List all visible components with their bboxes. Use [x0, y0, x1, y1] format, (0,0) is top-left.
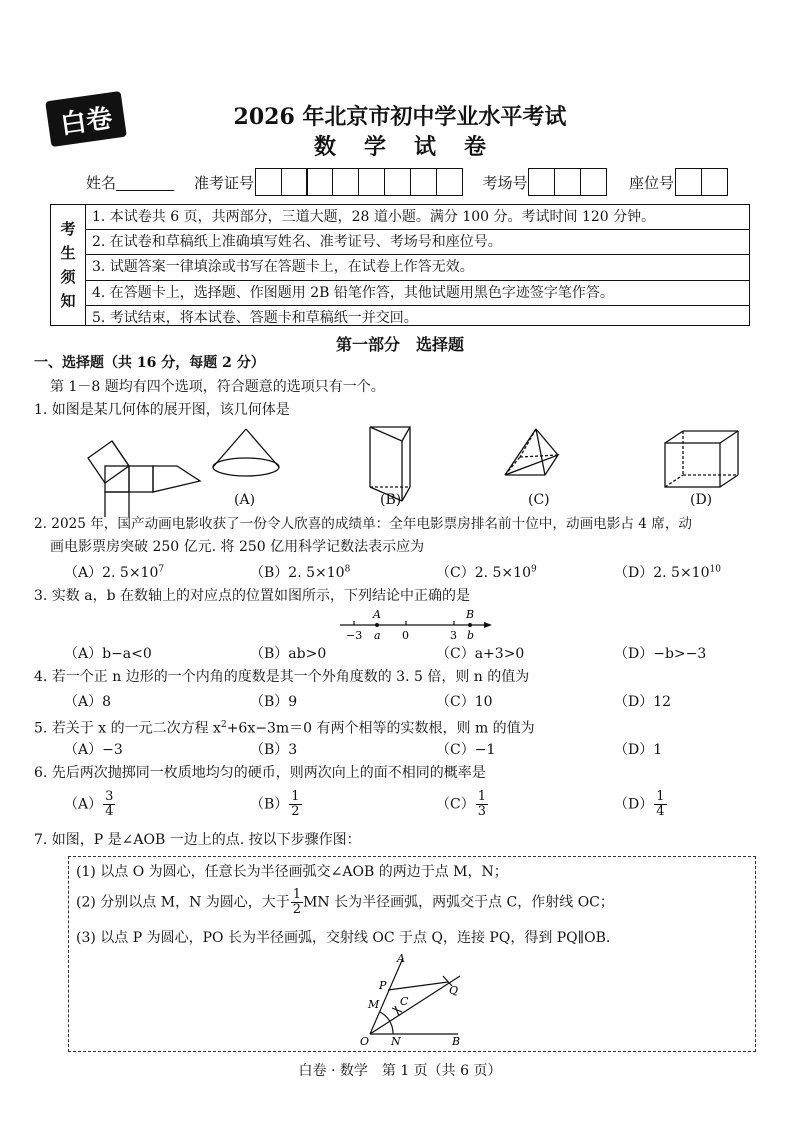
notice-item: 4. 在答题卡上，选择题、作图题用 2B 铅笔作答，其他试题用黑色字迹签字笔作答。 [86, 281, 749, 306]
q7-step2: (2) 分别以点 M，N 为圆心，大于 $\frac{1}{2}$ MN 长为半径画弧，两弧交于点 C，作射线 OC； [76, 887, 614, 917]
q2-option-b[interactable]: （B）2. $5\times 10^8$ [250, 564, 351, 581]
name-label: 姓名 [86, 173, 117, 192]
exam-number-boxes[interactable] [256, 168, 463, 196]
seat-label: 座位号 [628, 173, 674, 192]
q7-construction-figure [348, 950, 478, 1050]
point-label: P [379, 979, 387, 992]
q2-option-c[interactable]: （C）2. $5\times 10^9$ [436, 564, 537, 581]
q3-option-b[interactable]: （B）ab>0 [250, 646, 327, 662]
q5-option-c[interactable]: （C）−1 [436, 742, 496, 758]
q1-label-d: (D) [690, 492, 713, 508]
q6-option-d[interactable]: （D） $\frac{1}{4}$ [614, 789, 665, 819]
q6-stem: 6. 先后两次抛掷同一枚质地均匀的硬币，则两次向上的面不相同的概率是 [34, 765, 486, 781]
q4-option-d[interactable]: （D）12 [614, 694, 672, 710]
q2-option-d[interactable]: （D）2. $5\times 10^{10}$ [614, 564, 721, 581]
q5-option-d[interactable]: （D）1 [614, 742, 663, 758]
exam-subtitle: 数学试卷 [313, 134, 514, 160]
q2-stem-line2: 画电影票房突破 250 亿元. 将 250 亿用科学记数法表示应为 [50, 539, 425, 555]
seat-boxes[interactable] [676, 168, 728, 196]
q7-step1: (1) 以点 O 为圆心，任意长为半径画弧交∠AOB 的两边于点 M，N； [76, 864, 508, 880]
q1-label-a: (A) [234, 492, 256, 508]
q6-option-c[interactable]: （C） $\frac{1}{3}$ [436, 789, 486, 819]
tick-label: a [374, 629, 381, 642]
tick-label: b [467, 629, 475, 642]
prism-figure [370, 427, 410, 501]
name-field[interactable] [116, 174, 174, 191]
point-label: O [360, 1035, 370, 1048]
q2-option-a[interactable]: （A）2. $5\times 10^7$ [64, 564, 165, 581]
candidate-notice [50, 204, 750, 326]
q1-figures [80, 425, 760, 517]
tick-label: −3 [346, 629, 363, 642]
cone-figure [213, 429, 279, 476]
room-label: 考场号 [482, 173, 528, 192]
notice-item: 2. 在试卷和草稿纸上准确填写姓名、准考证号、考场号和座位号。 [86, 230, 749, 255]
q1-label-b: (B) [380, 492, 402, 508]
tick-label: 3 [450, 629, 457, 642]
tick-label: 0 [402, 629, 409, 642]
page-footer: 白卷 · 数学 第 1 页（共 6 页） [298, 1063, 502, 1079]
q2-stem-line1: 2. 2025 年，国产动画电影收获了一份令人欣喜的成绩单：全年电影票房排名前十位中，动画电影占 4 席，动 [34, 516, 693, 532]
point-label: M [368, 998, 380, 1011]
part-heading: 一、选择题（共 16 分，每题 2 分） [34, 355, 265, 371]
point-label: A [373, 608, 381, 621]
pyramid-figure [505, 429, 558, 475]
point-label: B [452, 1035, 461, 1048]
point-label: N [391, 1035, 401, 1048]
q4-option-c[interactable]: （C）10 [436, 694, 493, 710]
exam-number-label: 准考证号 [194, 173, 255, 192]
notice-heading: 考 生 须 知 [51, 205, 86, 325]
q6-option-b[interactable]: （B） $\frac{1}{2}$ [250, 789, 300, 819]
q7-stem: 7. 如图，P 是∠AOB 一边上的点. 按以下步骤作图： [34, 832, 361, 848]
notice-item: 3. 试题答案一律填涂或书写在答题卡上，在试卷上作答无效。 [86, 255, 749, 280]
point-label: B [466, 608, 475, 621]
q5-option-a[interactable]: （A）−3 [64, 742, 123, 758]
point-label: Q [449, 984, 459, 997]
q3-stem: 3. 实数 a，b 在数轴上的对应点的位置如图所示，下列结论中正确的是 [34, 588, 471, 604]
q1-stem: 1. 如图是某几何体的展开图，该几何体是 [34, 402, 290, 418]
q3-option-c[interactable]: （C）a+3>0 [436, 646, 525, 662]
q4-option-a[interactable]: （A）8 [64, 694, 112, 710]
q4-option-b[interactable]: （B）9 [250, 694, 298, 710]
paper-badge: 白卷 [45, 91, 127, 147]
point-label: C [400, 995, 409, 1008]
candidate-info-row [86, 168, 738, 196]
room-boxes[interactable] [530, 168, 607, 196]
exam-title: 2026 年北京市初中学业水平考试 [233, 104, 567, 130]
section-title: 第一部分 选择题 [335, 335, 464, 354]
q5-option-b[interactable]: （B）3 [250, 742, 298, 758]
q3-option-a[interactable]: （A）b−a<0 [64, 646, 152, 662]
q4-stem: 4. 若一个正 n 边形的一个内角的度数是其一个外角度数的 3. 5 倍，则 n 的值为 [34, 669, 530, 685]
q7-step3: (3) 以点 P 为圆心，PO 长为半径画弧，交射线 OC 于点 Q，连接 PQ，得到 PQ∥OB. [76, 930, 611, 946]
net-figure [88, 441, 200, 517]
point-label: A [397, 952, 405, 965]
q5-stem: 5. 若关于 x 的一元二次方程 $x^2+6x-3m=0$ 有两个相等的实数根，则 m 的值为 [34, 720, 535, 737]
q3-number-line [336, 608, 496, 642]
cuboid-figure [665, 431, 738, 487]
q6-option-a[interactable]: （A） $\frac{3}{4}$ [64, 789, 114, 819]
notice-item: 1. 本试卷共 6 页，共两部分，三道大题，28 道小题。满分 100 分。考试时间 120 分钟。 [86, 205, 749, 230]
q1-label-c: (C) [528, 492, 550, 508]
notice-item: 5. 考试结束，将本试卷、答题卡和草稿纸一并交回。 [92, 309, 418, 326]
part-instruction: 第 1－8 题均有四个选项，符合题意的选项只有一个。 [50, 379, 385, 395]
q3-option-d[interactable]: （D）−b>−3 [614, 646, 707, 662]
